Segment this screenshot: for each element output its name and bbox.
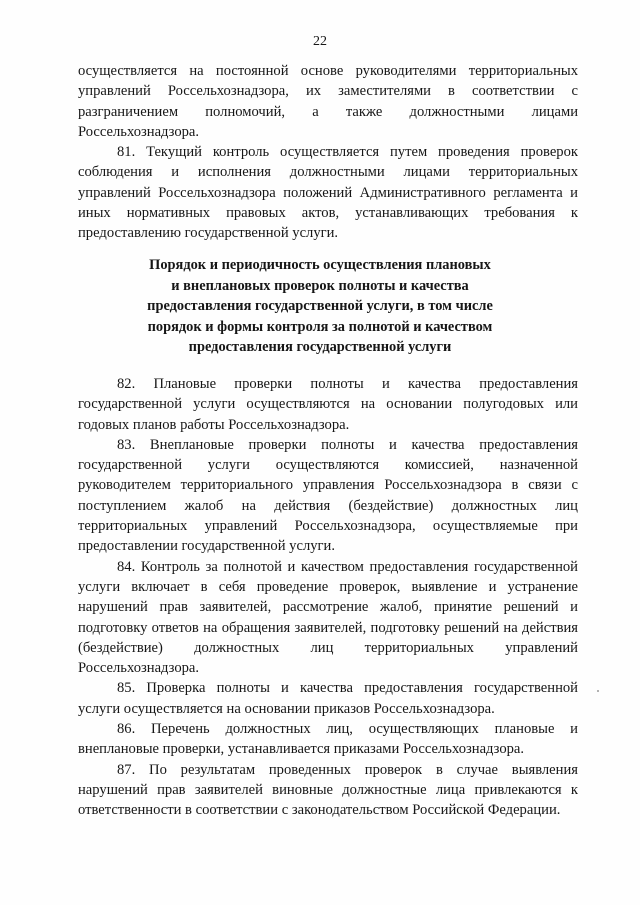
paragraph-84: 84. Контроль за полнотой и качеством предоставления государственной услуги включает в себя проведение проверок, выявление и устранение нарушений прав заявителей, рассмотрение жалоб, принятие решений и подготовку ответов на обращения заявителей, подготовку решений на действия (бездействие) должностных лиц территориальных управлений Россельхознадзора. [78,558,578,677]
paragraph-81: 81. Текущий контроль осуществляется путем проведения проверок соблюдения и исполнения должностными лицами территориальных управлений Россельхознадзора положений Административного регламента и иных нормативных правовых актов, устанавливающих требования к предоставлению государственной услуги. [78,144,578,242]
paragraph-86: 86. Перечень должностных лиц, осуществляющих плановые и внеплановые проверки, устанавливается приказами Россельхознадзора. [78,721,578,758]
paragraph-continuation: осуществляется на постоянной основе руководителями территориальных управлений Россельхознадзора, их заместителями в соответствии с разграничением полномочий, а также должностными лицами Россельхознадзора. [78,63,578,140]
page-number: 22 [313,34,327,49]
paragraph-85: 85. Проверка полноты и качества предоставления государственной услуги осуществляется на основании приказов Россельхознадзора. [78,680,578,717]
section-heading [100,255,540,358]
bottom-text-block [78,374,578,821]
heading-line: Порядок и периодичность осуществления плановых [149,257,491,273]
heading-line: предоставления государственной услуги [188,339,452,356]
top-text-block [78,61,578,244]
heading-line: предоставления государственной услуги, в том числе [147,298,493,315]
heading-line: порядок и формы контроля за полнотой и качеством [147,318,493,335]
paragraph-87: 87. По результатам проведенных проверок в случае выявления нарушений прав заявителей виновные должностные лица привлекаются к ответственности в соответствии с законодательством Российской Федерации. [78,761,578,819]
heading-line: и внеплановых проверок полноты и качества [171,277,469,294]
scan-speck [597,690,599,692]
paragraph-82: 82. Плановые проверки полноты и качества предоставления государственной услуги осуществляются на основании полугодовых или годовых планов работы Россельхознадзора. [78,376,578,433]
paragraph-83: 83. Внеплановые проверки полноты и качества предоставления государственной услуги осуществляются комиссией, назначенной руководителем территориального управления Россельхознадзора в связи с поступлением жалоб на действия (бездействие) должностных лиц территориальных управлений Россельхознадзора, осуществляемые при предоставлении государственной услуги. [78,436,578,555]
